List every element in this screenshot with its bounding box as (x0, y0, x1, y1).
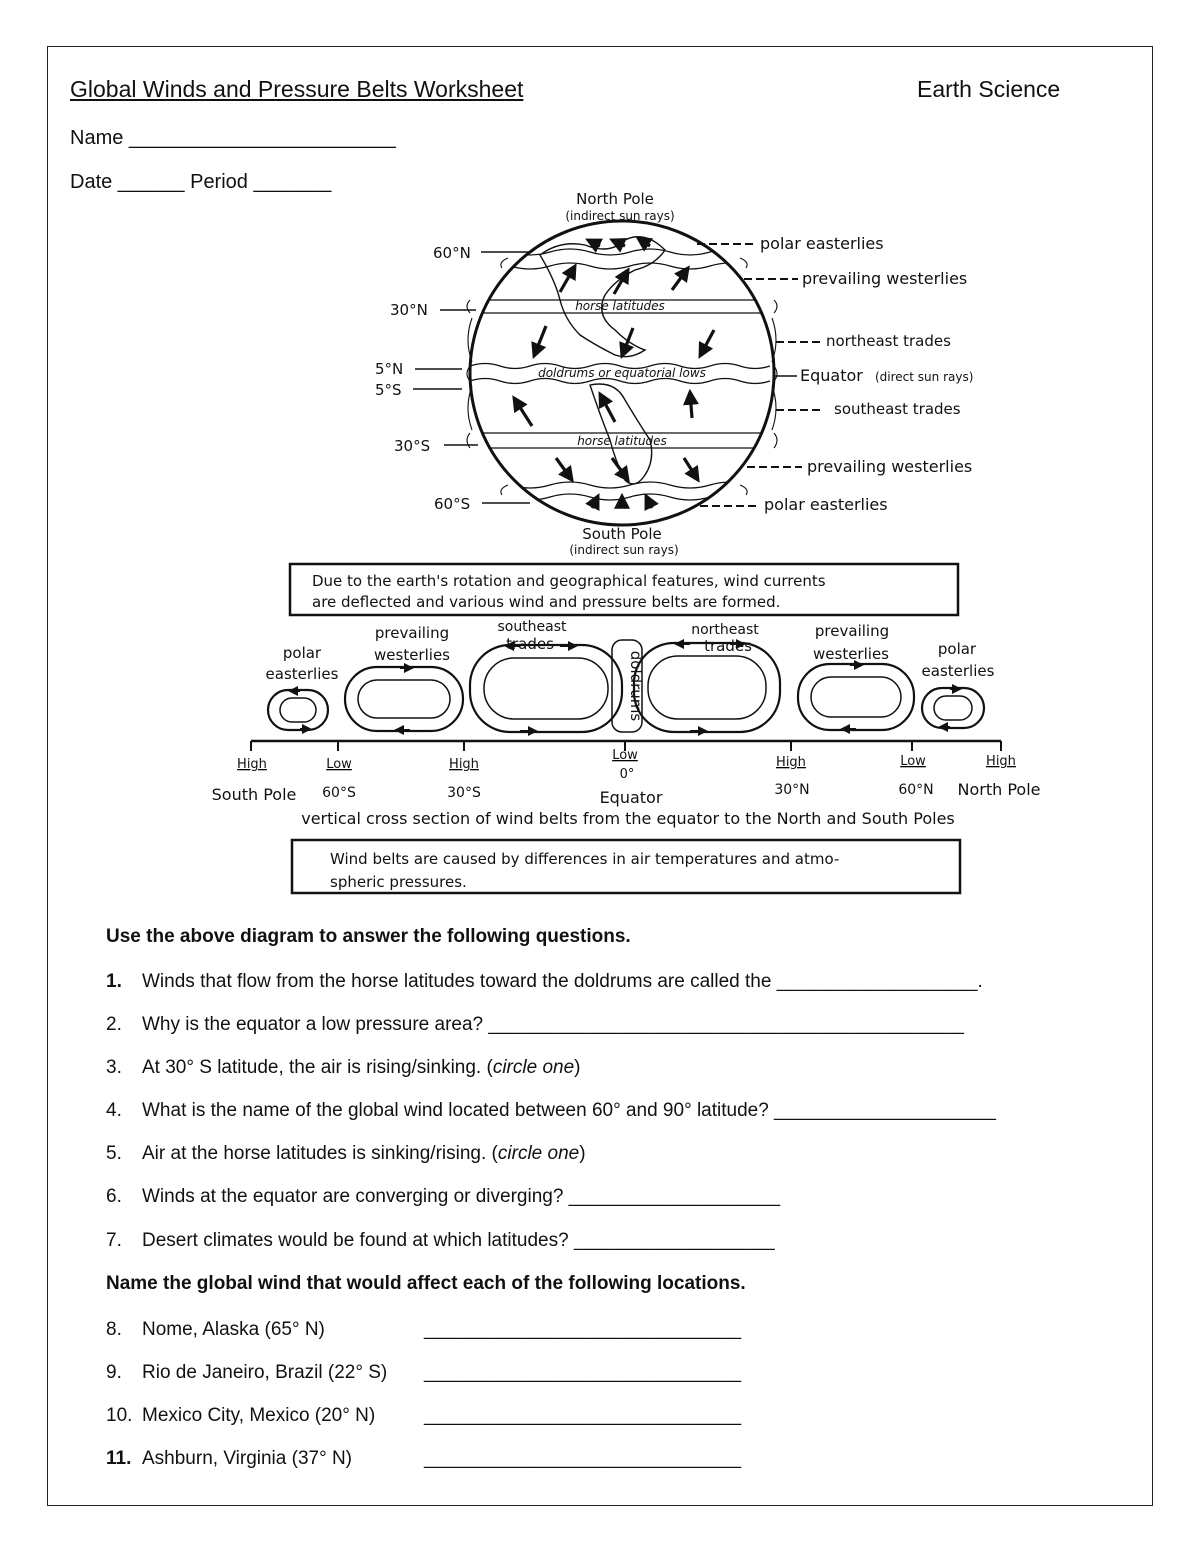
cell-label-polar-n-1: polar (937, 640, 977, 658)
lat-30s: 30°S (394, 437, 431, 455)
axis-60s: 60°S (322, 785, 356, 801)
axis-0: 0° (619, 767, 635, 782)
question-text-end: ) (574, 1057, 581, 1078)
question-3[interactable] (106, 1057, 580, 1079)
lat-5s: 5°S (375, 381, 402, 399)
wind-label-se-trades: southeast trades (834, 400, 961, 418)
cell-label-polar-s-1: polar (282, 644, 322, 662)
axis-30n: 30°N (774, 782, 810, 798)
question-number: 3. (106, 1057, 122, 1078)
cell-label-ne-trades-1: northeast (691, 622, 759, 638)
cell-polar-s (268, 690, 328, 730)
axis-north-pole: North Pole (957, 780, 1041, 799)
axis-south-pole: South Pole (211, 785, 297, 804)
note-box-1-line-2: are deflected and various wind and pressure belts are formed. (312, 593, 781, 611)
cell-label-se-trades-1: southeast (497, 619, 567, 635)
wind-label-equator: Equator (800, 366, 863, 385)
question-text: At 30° S latitude, the air is rising/sinking. ( (142, 1057, 493, 1078)
pressure-30n: High (776, 755, 806, 770)
axis-equator: Equator (599, 788, 663, 807)
cell-label-se-trades-2: trades (506, 635, 554, 653)
question-number: 7. (106, 1230, 122, 1251)
answer-blank-11[interactable]: ______________________________ (424, 1448, 742, 1469)
question-text-end: ) (579, 1143, 586, 1164)
wind-label-westerlies-s: prevailing westerlies (807, 457, 973, 476)
question-number: 10. (106, 1405, 133, 1426)
question-number: 4. (106, 1100, 122, 1121)
question-italic: circle one (492, 1057, 575, 1078)
north-pole-note: (indirect sun rays) (565, 209, 675, 223)
cell-label-westerlies-s-2: westerlies (374, 646, 450, 664)
south-pole-label: South Pole (582, 525, 662, 543)
answer-blank-8[interactable]: ______________________________ (424, 1319, 742, 1340)
lat-60n: 60°N (433, 244, 471, 262)
wind-label-westerlies-n: prevailing westerlies (802, 269, 968, 288)
date-period-line[interactable]: Date ______ Period _______ (70, 171, 332, 193)
question-number: 8. (106, 1319, 122, 1340)
cell-polar-n (922, 688, 984, 728)
question-number: 9. (106, 1362, 122, 1383)
question-text: Why is the equator a low pressure area? _____________________________________________ (142, 1014, 964, 1035)
cross-section-caption: vertical cross section of wind belts from the equator to the North and South Poles (301, 809, 955, 828)
cell-label-westerlies-n-2: westerlies (813, 645, 889, 663)
location-place: Mexico City, Mexico (20° N) (142, 1405, 376, 1426)
location-9[interactable] (106, 1362, 387, 1384)
question-number: 2. (106, 1014, 122, 1035)
note-box-2-line-2: spheric pressures. (330, 873, 467, 891)
cell-label-polar-n-2: easterlies (921, 662, 995, 680)
latitude-axis (212, 741, 1041, 828)
north-pole-label: North Pole (576, 190, 654, 208)
wind-label-ne-trades: northeast trades (826, 332, 951, 350)
question-1[interactable] (106, 971, 983, 993)
note-box-1 (290, 564, 958, 615)
cell-label-ne-trades-2: trades (704, 637, 752, 655)
question-number: 5. (106, 1143, 122, 1164)
question-text: Desert climates would be found at which latitudes? ___________________ (142, 1230, 775, 1251)
pressure-equator: Low (612, 748, 638, 763)
subject-label: Earth Science (917, 76, 1061, 102)
question-2[interactable] (106, 1014, 964, 1036)
question-text: What is the name of the global wind located between 60° and 90° latitude? _____________________ (142, 1100, 996, 1121)
lat-30n: 30°N (390, 301, 428, 319)
wind-label-polar-easterlies-s: polar easterlies (764, 495, 888, 514)
location-place: Nome, Alaska (65° N) (142, 1319, 325, 1340)
answer-blank-9[interactable]: ______________________________ (424, 1362, 742, 1383)
question-5[interactable] (106, 1143, 586, 1165)
band-label-doldrums: doldrums or equatorial lows (538, 366, 706, 380)
axis-30s: 30°S (447, 785, 481, 801)
question-4[interactable] (106, 1100, 996, 1122)
south-pole-note: (indirect sun rays) (569, 543, 679, 557)
note-box-2 (292, 840, 960, 893)
wind-label-polar-easterlies-n: polar easterlies (760, 234, 884, 253)
question-text: Winds that flow from the horse latitudes toward the doldrums are called the ___________________. (142, 971, 983, 992)
question-number: 11. (106, 1448, 132, 1469)
location-8[interactable] (106, 1319, 325, 1341)
name-line[interactable]: Name ________________________ (70, 127, 396, 149)
question-italic: circle one (497, 1143, 580, 1164)
question-text: Winds at the equator are converging or diverging? ____________________ (142, 1186, 781, 1207)
pressure-south-pole: High (237, 757, 267, 772)
band-label-horse-n: horse latitudes (575, 299, 665, 313)
lat-60s: 60°S (434, 495, 471, 513)
question-7[interactable] (106, 1230, 775, 1252)
cell-label-doldrums: doldrums (627, 650, 645, 722)
note-box-2-line-1: Wind belts are caused by differences in air temperatures and atmo- (330, 850, 840, 868)
cell-ferrel-n (798, 664, 914, 730)
section-2-heading: Name the global wind that would affect each of the following locations. (106, 1273, 746, 1294)
question-text: Air at the horse latitudes is sinking/rising. ( (142, 1143, 498, 1164)
question-6[interactable] (106, 1186, 780, 1208)
equator-note: (direct sun rays) (875, 370, 974, 384)
lat-5n: 5°N (375, 360, 404, 378)
location-place: Ashburn, Virginia (37° N) (142, 1448, 353, 1469)
answer-blank-10[interactable]: ______________________________ (424, 1405, 742, 1426)
worksheet-title: Global Winds and Pressure Belts Worksheet (70, 76, 524, 102)
pressure-60n: Low (900, 754, 926, 769)
pressure-60s: Low (326, 757, 352, 772)
pressure-30s: High (449, 757, 479, 772)
globe (375, 190, 973, 557)
location-10[interactable] (106, 1405, 375, 1427)
pressure-north-pole: High (986, 754, 1016, 769)
cell-ferrel-s (345, 667, 463, 731)
instruction-heading: Use the above diagram to answer the following questions. (106, 926, 631, 947)
question-number: 1. (106, 971, 122, 992)
cell-label-westerlies-s-1: prevailing (374, 624, 450, 642)
cell-label-westerlies-n-1: prevailing (814, 622, 890, 640)
location-11[interactable] (106, 1448, 352, 1470)
axis-60n: 60°N (898, 782, 934, 798)
cell-label-polar-s-2: easterlies (265, 665, 339, 683)
location-place: Rio de Janeiro, Brazil (22° S) (142, 1362, 388, 1383)
band-label-horse-s: horse latitudes (577, 434, 667, 448)
question-number: 6. (106, 1186, 122, 1207)
note-box-1-line-1: Due to the earth's rotation and geographical features, wind currents (312, 572, 826, 590)
